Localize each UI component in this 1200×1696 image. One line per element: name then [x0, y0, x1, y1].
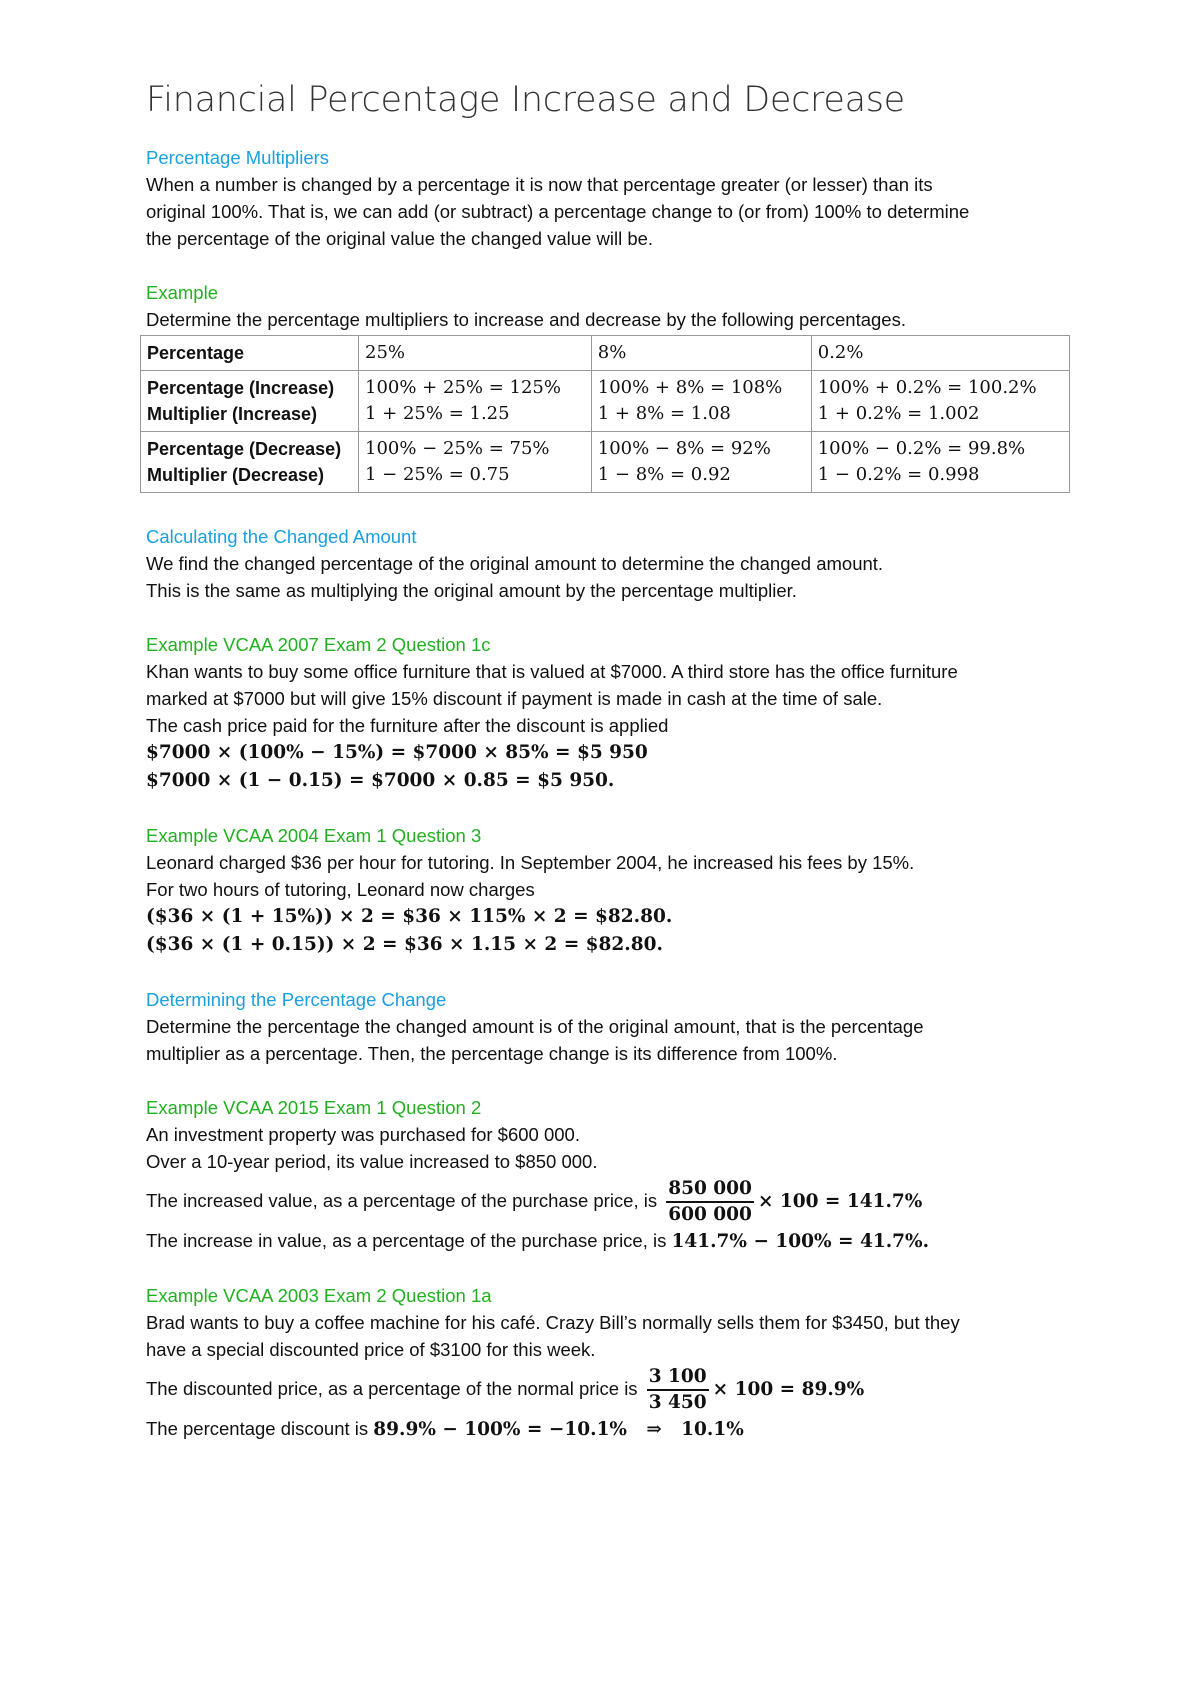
table-row: [141, 336, 1070, 371]
row-label: Multiplier (Decrease): [147, 465, 325, 485]
text-line: We find the changed percentage of the original amount to determine the changed amount.: [146, 553, 884, 574]
fraction: [666, 1177, 754, 1227]
fraction-line: [146, 1365, 1066, 1415]
text-line: marked at $7000 but will give 15% discount if payment is made in cash at the time of sale.: [146, 688, 883, 709]
example-body: [146, 658, 1066, 739]
example-heading: Example VCAA 2004 Exam 1 Question 3: [146, 825, 482, 846]
math-expression: 100% − 25% = 75%: [365, 438, 550, 459]
text-line: Khan wants to buy some office furniture that is valued at $7000. A third store has the office furniture: [146, 661, 958, 682]
table-header-cell: Percentage: [141, 336, 359, 371]
paragraph-changed-amount: [146, 550, 1066, 604]
math-expression: 1 + 8% = 1.08: [597, 403, 731, 424]
math-expression: × 100 = 89.9%: [712, 1378, 865, 1400]
result-line: [146, 1227, 1066, 1255]
fraction-numerator: 850 000: [666, 1177, 754, 1203]
math-expression: 100% + 25% = 125%: [365, 377, 561, 398]
row-label: Multiplier (Increase): [147, 404, 318, 424]
table-cell: [141, 371, 359, 432]
math-expression: 89.9% − 100% = −10.1% ⇒ 10.1%: [373, 1419, 744, 1440]
fraction-numerator: 3 100: [647, 1365, 709, 1391]
text-line: Determine the percentage the changed amount is of the original amount, that is the percentage: [146, 1016, 924, 1037]
math-expression: 1 + 25% = 1.25: [365, 403, 510, 424]
text-line: An investment property was purchased for $600 000.: [146, 1124, 580, 1145]
row-label: Percentage (Increase): [147, 378, 335, 398]
fraction: [647, 1365, 709, 1415]
example-heading: Example VCAA 2015 Exam 1 Question 2: [146, 1097, 482, 1118]
example-heading: Example VCAA 2007 Exam 2 Question 1c: [146, 634, 491, 655]
math-expression: 141.7% − 100% = 41.7%.: [671, 1231, 930, 1252]
text-line: Over a 10-year period, its value increased to $850 000.: [146, 1151, 598, 1172]
math-expression: $7000 × (1 − 0.15) = $7000 × 0.85 = $5 950.: [146, 770, 615, 791]
text-line: For two hours of tutoring, Leonard now charges: [146, 879, 535, 900]
text-line: multiplier as a percentage. Then, the percentage change is its difference from 100%.: [146, 1043, 838, 1064]
text-line: The increase in value, as a percentage of the purchase price, is: [146, 1230, 667, 1251]
math-expression: $7000 × (100% − 15%) = $7000 × 85% = $5 950: [146, 742, 648, 763]
table-cell: [591, 432, 811, 493]
math-expression: 1 − 8% = 0.92: [597, 464, 731, 485]
page-title: Financial Percentage Increase and Decrease: [146, 80, 905, 120]
example-body: [146, 849, 1066, 903]
example-heading: Example: [146, 282, 218, 303]
table-cell: [141, 432, 359, 493]
table-cell: [359, 371, 592, 432]
table-header-cell: 0.2%: [811, 336, 1069, 371]
text-line: have a special discounted price of $3100 for this week.: [146, 1339, 596, 1360]
paragraph-percentage-change: [146, 1013, 1066, 1067]
text-line: The percentage discount is: [146, 1418, 369, 1439]
text-line: When a number is changed by a percentage it is now that percentage greater (or lesser) than its: [146, 174, 933, 195]
row-label: Percentage (Decrease): [147, 439, 342, 459]
math-expression: 1 + 0.2% = 1.002: [817, 403, 980, 424]
table-row: [141, 371, 1070, 432]
section-heading-changed-amount: Calculating the Changed Amount: [146, 526, 417, 547]
math-expression: 100% − 0.2% = 99.8%: [817, 438, 1026, 459]
fraction-denominator: 3 450: [648, 1392, 707, 1413]
math-expression: 100% + 8% = 108%: [597, 377, 783, 398]
table-header-cell: 25%: [359, 336, 592, 371]
math-expression: 1 − 0.2% = 0.998: [817, 464, 980, 485]
table-cell: [811, 432, 1069, 493]
section-heading-multipliers: Percentage Multipliers: [146, 147, 330, 168]
text-line: the percentage of the original value the changed value will be.: [146, 228, 654, 249]
math-expression: ($36 × (1 + 15%)) × 2 = $36 × 115% × 2 = $82.80.: [146, 906, 673, 927]
table-cell: [811, 371, 1069, 432]
table-cell: [359, 432, 592, 493]
example-heading: Example VCAA 2003 Exam 2 Question 1a: [146, 1285, 492, 1306]
text-line: The cash price paid for the furniture after the discount is applied: [146, 715, 669, 736]
table-header-cell: 8%: [591, 336, 811, 371]
example-body: [146, 1121, 1066, 1175]
table-row: [141, 432, 1070, 493]
example-body: [146, 1309, 1066, 1363]
fraction-line: [146, 1177, 1066, 1227]
text-line: The discounted price, as a percentage of the normal price is: [146, 1377, 638, 1399]
fraction-denominator: 600 000: [668, 1204, 752, 1225]
math-expression: 100% + 0.2% = 100.2%: [817, 377, 1037, 398]
text-line: Leonard charged $36 per hour for tutoring. In September 2004, he increased his fees by 15%.: [146, 852, 915, 873]
section-heading-percentage-change: Determining the Percentage Change: [146, 989, 447, 1010]
math-expression: 100% − 8% = 92%: [597, 438, 771, 459]
document-page: [146, 74, 1066, 1443]
text-line: Brad wants to buy a coffee machine for his café. Crazy Bill’s normally sells them for $3450, but they: [146, 1312, 960, 1333]
table-cell: [591, 371, 811, 432]
math-expression: × 100 = 141.7%: [757, 1190, 923, 1212]
multiplier-table: [140, 335, 1070, 493]
math-expression: ($36 × (1 + 0.15)) × 2 = $36 × 1.15 × 2 = $82.80.: [146, 934, 663, 955]
text-line: This is the same as multiplying the original amount by the percentage multiplier.: [146, 580, 797, 601]
text-line: The increased value, as a percentage of the purchase price, is: [146, 1189, 658, 1211]
paragraph-multipliers: [146, 171, 1066, 252]
result-line: [146, 1415, 1066, 1443]
text-line: original 100%. That is, we can add (or subtract) a percentage change to (or from) 100% to determine: [146, 201, 970, 222]
text-line: Determine the percentage multipliers to increase and decrease by the following percentages.: [146, 309, 906, 330]
math-expression: 1 − 25% = 0.75: [365, 464, 510, 485]
